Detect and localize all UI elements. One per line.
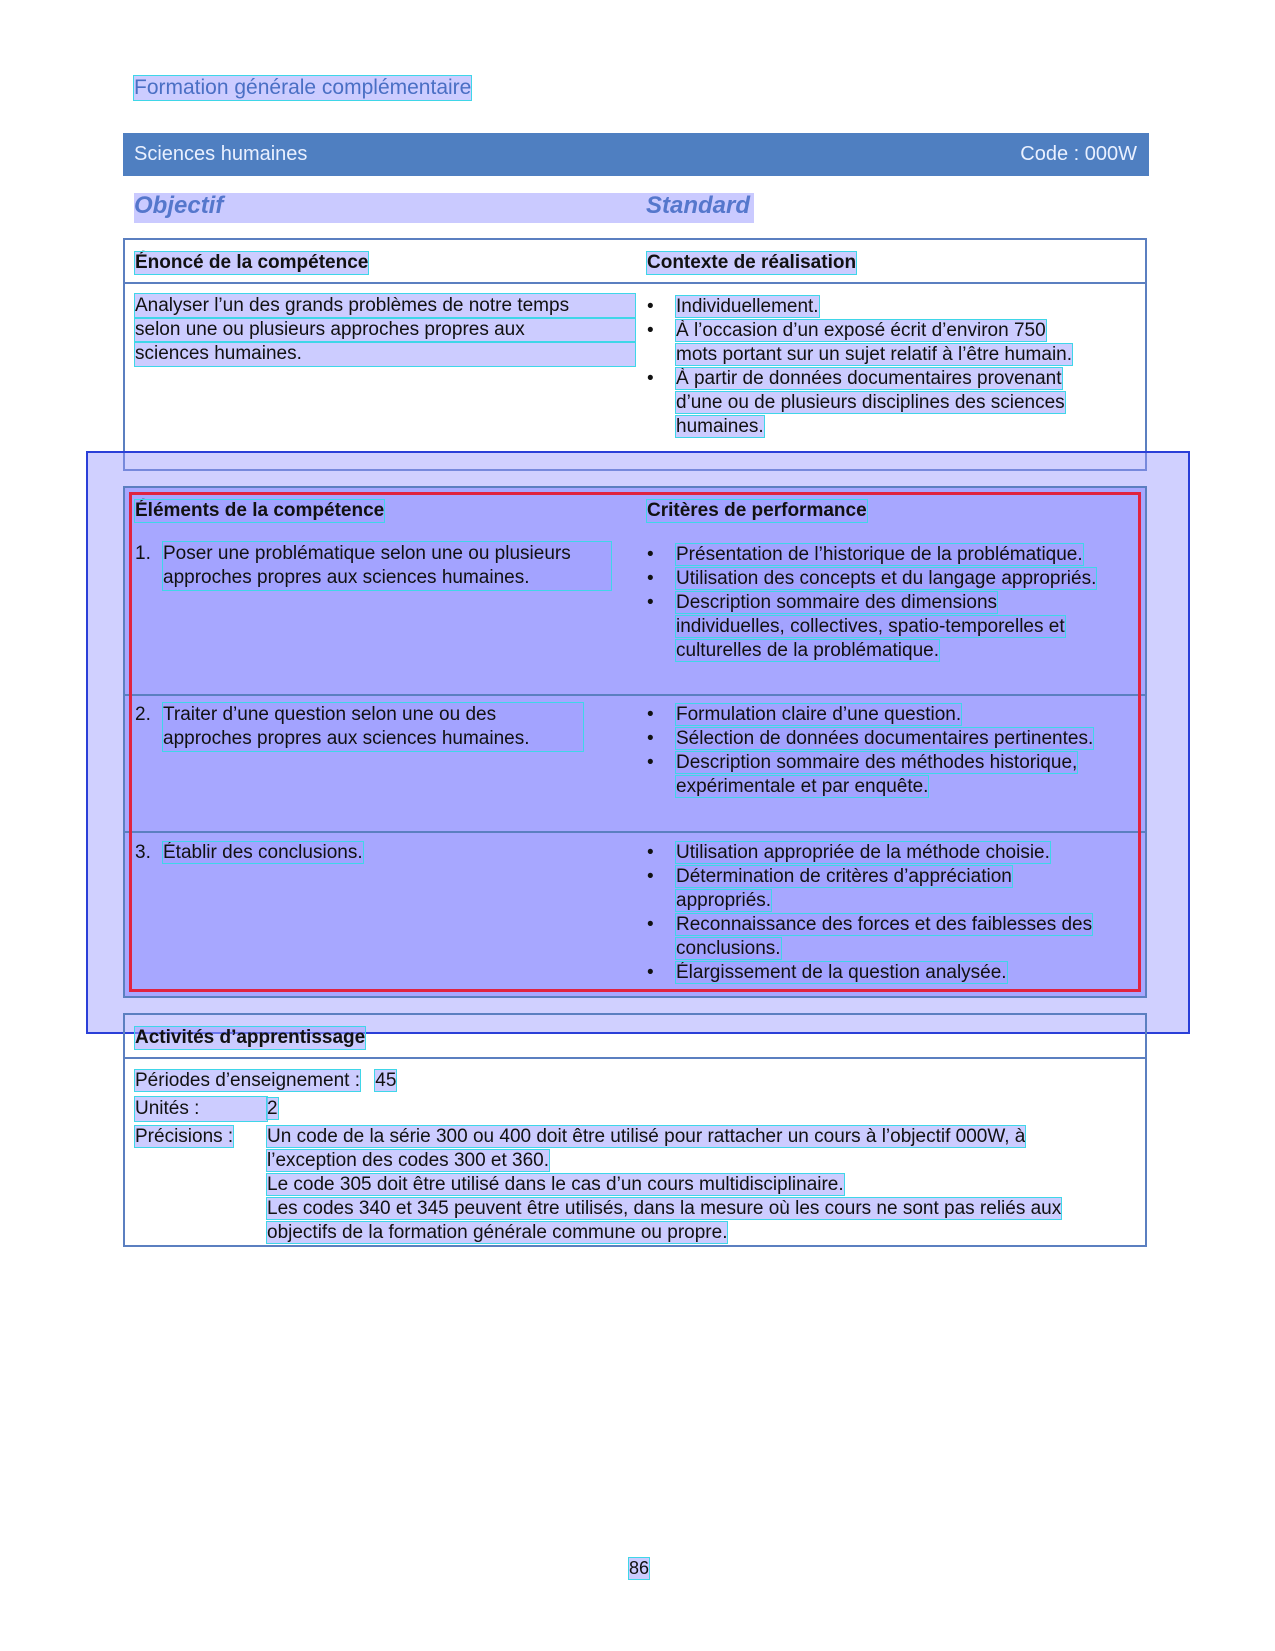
precision-line: Un code de la série 300 ou 400 doit être utilisé pour rattacher un cours à l’objectif 000W, à [267,1126,1026,1147]
precision-line: objectifs de la formation générale commune ou propre. [267,1222,728,1243]
criteria-item: • Détermination de critères d’appréciation appropriés. [647,865,1107,913]
criteria-item: • Formulation claire d’une question. [647,703,1107,727]
element-number: 2. [135,704,151,725]
page-number: 86 [629,1558,650,1578]
enonce-title: Énoncé de la compétence [135,252,369,273]
competence-line: selon une ou plusieurs approches propres aux [135,318,635,342]
selection-frame [129,492,1141,992]
objectif-heading: Objectif [134,192,224,219]
criteria-item: • Utilisation des concepts et du langage appropriés. [647,567,1107,591]
unites-label: Unités : [135,1097,267,1121]
contexte-item: • À l’occasion d’un exposé écrit d’environ 750 mots portant sur un sujet relatif à l’être humain. [647,319,1087,367]
criteria-item: • Description sommaire des méthodes historique, expérimentale et par enquête. [647,751,1107,799]
element-text: Poser une problématique selon une ou plusieurs approches propres aux sciences humaines. [163,542,611,590]
elements-title: Éléments de la compétence [135,500,385,521]
criteria-item: • Reconnaissance des forces et des faiblesses des conclusions. [647,913,1107,961]
enonce-header [125,240,1145,284]
criteria-item: • Utilisation appropriée de la méthode choisie. [647,841,1107,865]
criteria-item: • Description sommaire des dimensions individuelles, collectives, spatio-temporelles et culturelles de la problématique. [647,591,1107,663]
course-name: Sciences humaines [134,143,308,165]
element-text: Traiter d’une question selon une ou des approches propres aux sciences humaines. [163,703,583,751]
precisions-label-wrap [135,1125,233,1149]
element-text: Établir des conclusions. [163,842,363,863]
competence-statement [135,294,635,366]
element-number: 1. [135,543,151,564]
contexte-item: • À partir de données documentaires provenant d’une ou de plusieurs disciplines des sciences humaines. [647,367,1087,439]
contexte-item: • Individuellement. [647,295,1087,319]
precision-line: Le code 305 doit être utilisé dans le cas d’un cours multidisciplinaire. [267,1174,844,1195]
precision-line: l’exception des codes 300 et 360. [267,1150,550,1171]
criteres-title: Critères de performance [647,500,867,521]
competence-line: Analyser l’un des grands problèmes de notre temps [135,294,635,318]
activites-box [123,1013,1147,1247]
element-number: 3. [135,842,151,863]
contexte-list [647,295,1087,439]
periodes-value: 45 [375,1070,397,1091]
activites-title: Activités d’apprentissage [135,1027,366,1048]
document-header-title: Formation générale complémentaire [134,76,472,99]
precision-line: Les codes 340 et 345 peuvent être utilisés, dans la mesure où les cours ne sont pas reliés aux [267,1198,1062,1219]
criteria-item: • Présentation de l’historique de la problématique. [647,543,1107,567]
course-code: Code : 000W [1020,143,1137,165]
course-title-bar [123,133,1149,176]
precisions-label: Précisions : [135,1126,234,1147]
criteria-item: • Sélection de données documentaires pertinentes. [647,727,1107,751]
periodes-label: Périodes d’enseignement : [135,1070,360,1091]
precisions-text [267,1125,1137,1245]
competence-line: sciences humaines. [135,342,635,366]
unites-row [135,1097,278,1121]
enonce-box [123,238,1147,471]
standard-heading: Standard [646,192,751,219]
criteria-item: • Élargissement de la question analysée. [647,961,1107,985]
unites-value: 2 [267,1098,278,1119]
periodes-row [135,1069,396,1093]
activites-header [125,1015,1145,1059]
contexte-title: Contexte de réalisation [647,252,857,273]
